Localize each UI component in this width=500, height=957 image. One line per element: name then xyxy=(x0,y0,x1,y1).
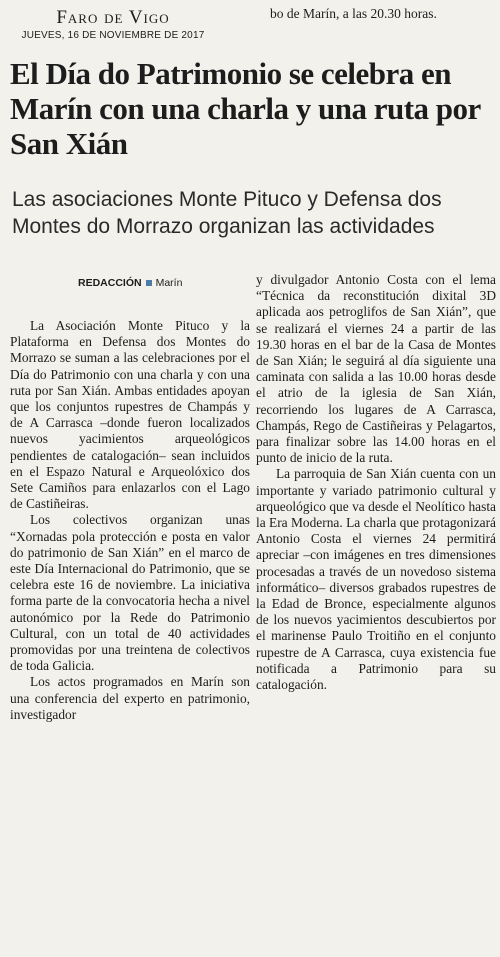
body-paragraph: La parroquia de San Xián cuenta con un importante y variado patrimonio cultural y arqueológico que va desde el Neolítico hasta la Era Moderna. La charla que protagonizará Antonio Costa el viernes 24 permitirá apreciar –con imágenes en tres dimensiones procesadas a través de un novedoso sistema informático– diversos grabados rupestres de la Edad de Bronce, especialmente algunos de los nuevos yacimientos descubiertos por el marinense Paulo Troitiño en el conjunto rupestre de A Carrasca, cuya existencia fue notificada a Patrimonio para su catalogación. xyxy=(256,466,496,693)
article-subheadline: Las asociaciones Monte Pituco y Defensa dos Montes do Morrazo organizan las actividades xyxy=(12,188,442,238)
body-paragraph: Los colectivos organizan unas “Xornadas pola protección e posta en valor do patrimonio de San Xián” en el marco de este Día Internacional do Patrimonio, que se celebra este 16 de noviembre. La iniciativa forma parte de la convocatoria hecha a nivel autonómico por la Rede do Patrimonio Cultural, con un total de 40 actividades promovidas por una treintena de colectivos de toda Galicia. xyxy=(10,512,250,674)
article-body-left-column xyxy=(10,318,250,723)
article-body-right-column xyxy=(256,272,496,693)
square-bullet-icon xyxy=(146,280,152,286)
body-paragraph-continuation: y divulgador Antonio Costa con el lema “Técnica da reconstitución dixital 3D aplicada aos petroglifos de San Xián”, que se realizará el viernes 24 a partir de las 19.30 horas en el bar de la Casa de Montes de San Xián; le seguirá al día siguiente una caminata con salida a las 10.00 horas desde el atrio de la iglesia de San Xián, recorriendo los lugares de A Carrasca, Champás, Rego de Castiñeiras y Pelagartos, para finalizar sobre las 14.00 horas en el punto de inicio de la ruta. xyxy=(256,272,496,466)
publication-date: JUEVES, 16 DE NOVIEMBRE DE 2017 xyxy=(21,30,205,41)
article-headline: El Día do Patrimonio se celebra en Marín con una charla y una ruta por San Xián xyxy=(10,56,481,161)
newspaper-name: Faro de Vigo xyxy=(56,7,170,28)
masthead xyxy=(18,8,208,41)
body-paragraph: Los actos programados en Marín son una conferencia del experto en patrimonio, investigador xyxy=(10,674,250,722)
previous-article-continuation: bo de Marín, a las 20.30 horas. xyxy=(270,6,437,21)
byline-author: REDACCIÓN xyxy=(78,277,142,289)
byline-location: Marín xyxy=(155,277,183,289)
byline xyxy=(78,277,182,289)
body-paragraph: La Asociación Monte Pituco y la Plataforma en Defensa dos Montes do Morrazo se suman a las celebraciones por el Día do Patrimonio con una charla y con una ruta por San Xián. Ambas entidades apoyan que los conjuntos rupestres de Champás y de A Carrasca –donde fueron localizados nuevos yacimientos arqueológicos pendientes de catalogación– sean incluidos en el Espazo Natural e Arqueolóxico dos Sete Camiños para enlazarlos con el Lago de Castiñeiras. xyxy=(10,318,250,512)
